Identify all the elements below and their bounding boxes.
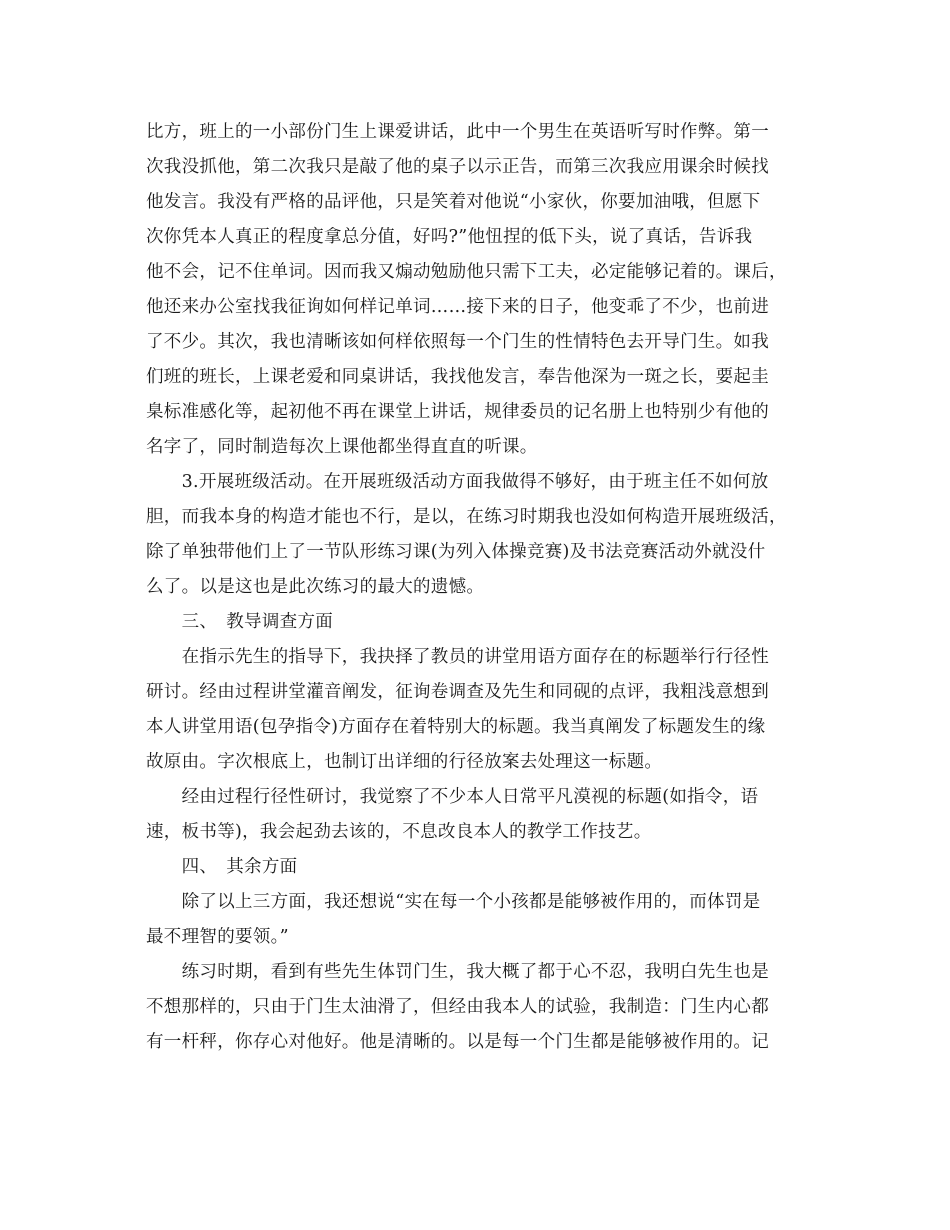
section-heading: 四、 其余方面 (146, 857, 298, 877)
text-line: 在指示先生的指导下，我抉择了教员的讲堂用语方面存在的标题举行行径性 (146, 647, 769, 667)
text-line: 比方，班上的一小部份门生上课爱讲话，此中一个男生在英语听写时作弊。第一 (146, 122, 769, 142)
text-line: 练习时期，看到有些先生体罚门生，我大概了都于心不忍，我明白先生也是 (146, 962, 769, 982)
text-line: 臬标准感化等，起初他不再在课堂上讲话，规律委员的记名册上也特别少有他的 (146, 402, 769, 422)
text-line: 有一杆秤，你存心对他好。他是清晰的。以是每一个门生都是能够被作用的。记 (146, 1032, 769, 1052)
text-line: 次我没抓他，第二次我只是敲了他的桌子以示正告，而第三次我应用课余时候找 (146, 157, 769, 177)
text-line: 最不理智的要领。” (146, 927, 289, 947)
text-line: 除了单独带他们上了一节队形练习课(为列入体操竞赛)及书法竞赛活动外就没什 (146, 542, 766, 562)
text-line: 3.开展班级活动。在开展班级活动方面我做得不够好，由于班主任不如何放 (146, 472, 769, 492)
text-line: 他发言。我没有严格的品评他，只是笑着对他说“小家伙，你要加油哦，但愿下 (146, 192, 761, 212)
text-line: 么了。以是这也是此次练习的最大的遗憾。 (146, 577, 485, 597)
text-line: 他还来办公室找我征询如何样记单词……接下来的日子，他变乖了不少，也前进 (146, 297, 769, 317)
text-line: 速，板书等)，我会起劲去该的，不息改良本人的教学工作技艺。 (146, 822, 652, 842)
text-line: 研讨。经由过程讲堂灌音阐发，征询卷调查及先生和同砚的点评，我粗浅意想到 (146, 682, 769, 702)
text-line: 他不会，记不住单词。因而我又煽动勉励他只需下工夫，必定能够记着的。课后， (146, 262, 787, 282)
text-line: 本人讲堂用语(包孕指令)方面存在着特别大的标题。我当真阐发了标题发生的缘 (146, 717, 766, 737)
text-line: 名字了，同时制造每次上课他都坐得直直的听课。 (146, 437, 538, 457)
text-line: 除了以上三方面，我还想说“实在每一个小孩都是能够被作用的，而体罚是 (146, 892, 761, 912)
text-line: 了不少。其次，我也清晰该如何样依照每一个门生的性情特色去开导门生。如我 (146, 332, 769, 352)
text-line: 胆，而我本身的构造才能也不行，是以，在练习时期我也没如何构造开展班级活， (146, 507, 787, 527)
text-line: 经由过程行径性研讨，我觉察了不少本人日常平凡漠视的标题(如指令，语 (146, 787, 759, 807)
body-text (146, 115, 806, 1060)
section-heading: 三、 教导调查方面 (146, 612, 334, 632)
text-line: 次你凭本人真正的程度拿总分值，好吗?”他忸捏的低下头，说了真话，告诉我 (146, 227, 753, 247)
text-line: 们班的班长，上课老爱和同桌讲话，我找他发言，奉告他深为一斑之长，要起圭 (146, 367, 769, 387)
text-line: 不想那样的，只由于门生太油滑了，但经由我本人的试验，我制造：门生内心都 (146, 997, 769, 1017)
text-line: 故原由。字次根底上，也制订出详细的行径放案去处理这一标题。 (146, 752, 663, 772)
